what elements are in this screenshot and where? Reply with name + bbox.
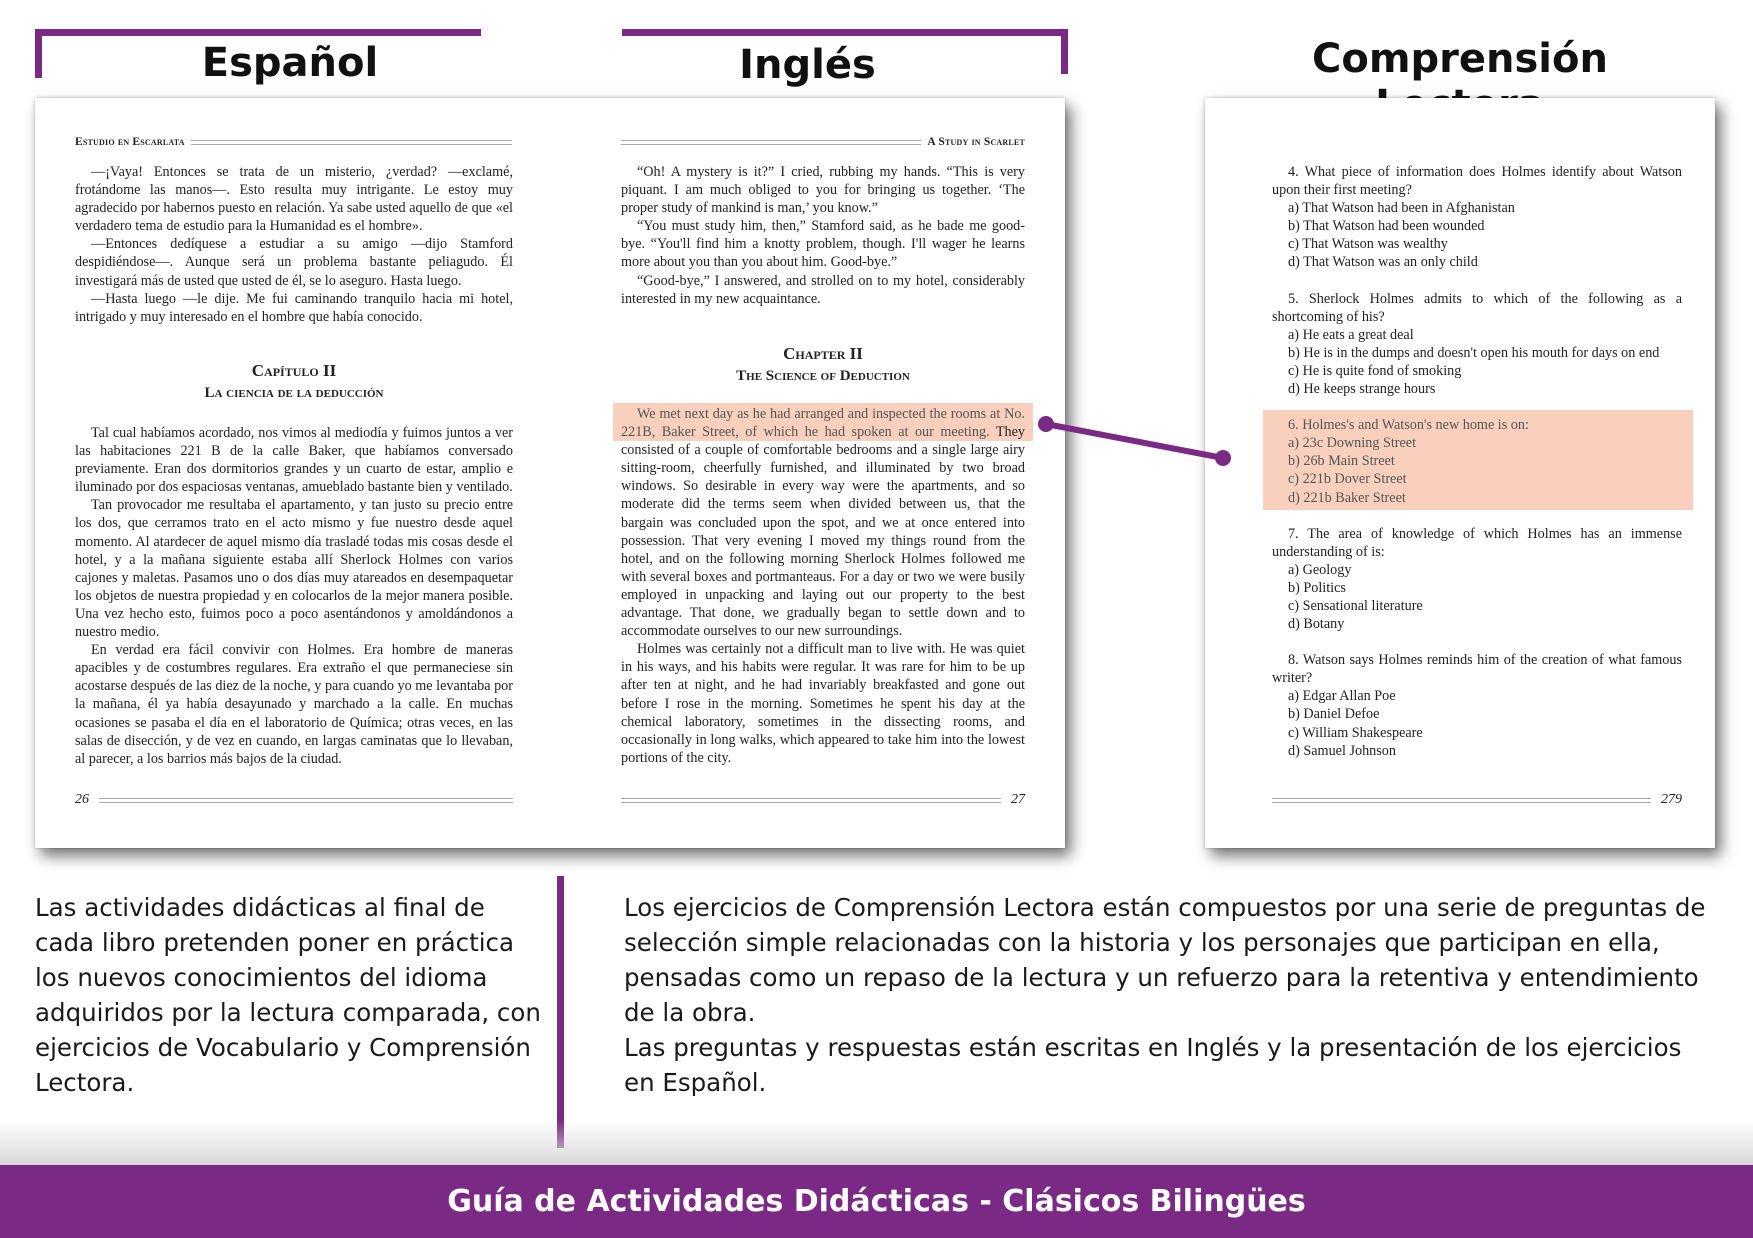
option: d) Samuel Johnson	[1288, 742, 1396, 759]
option: a) Edgar Allan Poe	[1288, 688, 1396, 705]
option: c) William Shakespeare	[1288, 724, 1423, 741]
option: c) He is quite fond of smoking	[1288, 362, 1462, 379]
question-text: 5. Sherlock Holmes admits to which of the following as a shortcoming of his?	[1272, 290, 1682, 325]
paragraph: “Good-bye,” I answered, and strolled on to my hotel, considerably interested in my new acquaintance.	[621, 272, 1025, 307]
divider-bar	[557, 876, 564, 1148]
option: b) He is in the dumps and doesn't open his mouth for days on end	[1288, 344, 1660, 361]
paragraph: —Entonces dedíquese a estudiar a su amigo —dijo Stamford despidiéndose—. Aunque será un problema bastante peliagudo. Él investigará más de usted que usted de él, se lo aseguro. Hasta luego.	[75, 236, 513, 289]
running-head-english	[621, 136, 1025, 148]
chapter-title: The Science of Deduction	[736, 368, 910, 384]
running-head-english-text: A Study in Scarlet	[927, 136, 1025, 148]
question-text: 8. Watson says Holmes reminds him of the creation of what famous writer?	[1272, 652, 1682, 687]
footer-rule	[99, 798, 513, 803]
paragraph: “You must study him, then,” Stamford said, as he bade me good-bye. “You'll find him a knotty problem, though. I'll wager he learns more about you than you about him. Good-bye.”	[621, 218, 1025, 271]
running-head-rule	[621, 140, 921, 145]
question-text: 7. The area of knowledge of which Holmes has an immense understanding of is:	[1272, 525, 1682, 560]
option: a) Geology	[1288, 561, 1352, 578]
header-english: Inglés	[739, 42, 876, 88]
description-right	[624, 890, 1714, 1100]
paragraph: “Oh! A mystery is it?” I cried, rubbing my hands. “This is very piquant. I am much obliged to you for bringing us together. ‘The proper study of mankind is man,’ you know.”	[621, 164, 1025, 217]
option: c) 221b Dover Street	[1288, 471, 1407, 488]
option: a) That Watson had been in Afghanistan	[1288, 200, 1515, 217]
header-comprehension: Comprensión	[1312, 36, 1608, 82]
question-text: 6. Holmes's and Watson's new home is on:	[1288, 417, 1529, 434]
question-text: 4. What piece of information does Holmes identify about Watson upon their first meeting?	[1272, 164, 1682, 199]
spanish-body-text	[75, 424, 513, 768]
option: b) Politics	[1288, 579, 1346, 596]
highlighted-passage: We met next day as he had arranged and inspected the rooms at No. 221B, Baker Street, of which he had spoken at our meeting.	[621, 406, 1025, 441]
option: c) That Watson was wealthy	[1288, 236, 1448, 253]
english-chapter-heading	[621, 343, 1025, 387]
paragraph: Tan provocador me resultaba el apartamento, y tan justo su precio entre los dos, que cerramos trato en el acto mismo y fue nuestro desde aquel momento. Al atardecer de aquel mismo día trasladé todas mis cosas desde el hotel, y a la mañana siguiente estaba allí Sherlock Holmes con varios cajones y maletas. Pasamos uno o dos días muy atareados en desempaquetar los objetos de nuestra propiedad y en colocarlos de la mejor manera posible. Una vez hecho esto, fuimos poco a poco asentándonos y amoldándonos a nuestro medio.	[75, 497, 513, 641]
paragraph: Holmes was certainly not a difficult man to live with. He was quiet in his ways, and his habits were regular. It was rare for him to be up after ten at night, and he had invariably breakfasted and gone out before I rose in the morning. Sometimes he spent his day at the chemical laboratory, sometimes in the dissecting rooms, and occasionally in long walks, which appeared to take him into the lowest portions of the city.	[621, 641, 1025, 766]
paragraph: Tal cual habíamos acordado, nos vimos al mediodía y fuimos juntos a ver las habitaciones 221 B de la calle Baker, que habíamos conversado previamente. Eran dos dormitorios grandes y un cuarto de estar, amplio e iluminado por dos espaciosas ventanas, amueblado bastante bien y ventilado.	[75, 425, 513, 496]
description-paragraph: Las preguntas y respuestas están escritas en Inglés y la presentación de los ejercicios en Español.	[624, 1033, 1682, 1097]
chapter-number: Chapter II	[783, 344, 863, 363]
option: d) 221b Baker Street	[1288, 489, 1406, 506]
option: a) He eats a great deal	[1288, 326, 1414, 343]
passage-continuation: They consisted of a couple of comfortable bedrooms and a single large airy sitting-room, cheerfully furnished, and illuminated by two broad windows. So desirable in every way were the apartments, and so moderate did the terms seem when divided between us, that the bargain was concluded upon the spot, and we at once entered into possession. That very evening I moved my things round from the hotel, and on the following morning Sherlock Holmes followed me with several boxes and portmanteaus. For a day or two we were busily employed in unpacking and laying out our property to the best advantage. That done, we gradually began to settle down and to accommodate ourselves to our new surroundings.	[621, 424, 1025, 640]
question	[1272, 163, 1682, 272]
question-highlighted	[1272, 416, 1682, 506]
questions-list	[1272, 163, 1682, 778]
page-number: 26	[75, 792, 89, 807]
english-top-text	[621, 163, 1025, 308]
header-spanish: Español	[201, 40, 379, 86]
option: d) That Watson was an only child	[1288, 254, 1478, 271]
paragraph: —¡Vaya! Entonces se trata de un misterio, ¿verdad? —exclamé, frotándome las manos—. Esto resulta muy intrigante. Le estoy muy agradecido por habernos puesto en relación. Ya sabe usted aquello de que «el verdadero tema de estudio para la Humanidad es el hombre».	[75, 164, 513, 235]
footer-rule	[1272, 798, 1651, 803]
question	[1272, 290, 1682, 399]
page-footer-279	[1272, 792, 1682, 808]
option: d) Botany	[1288, 616, 1345, 633]
description-left: Las actividades didácticas al final de cada libro pretenden poner en práctica los nuevos conocimientos del idioma adquiridos por la lectura comparada, con ejercicios de Vocabulario y Comprensión Lectora.	[35, 893, 541, 1097]
book-spread	[35, 98, 1065, 848]
comprehension-page	[1205, 98, 1715, 848]
running-head-rule	[191, 140, 512, 145]
option: b) That Watson had been wounded	[1288, 218, 1485, 235]
connector-stroke	[1046, 424, 1223, 458]
option: d) He keeps strange hours	[1288, 381, 1436, 398]
footer-shadow	[0, 1120, 1753, 1165]
option: b) Daniel Defoe	[1288, 706, 1380, 723]
description-paragraph: Los ejercicios de Comprensión Lectora están compuestos por una serie de preguntas de selección simple relacionadas con la historia y los personajes que participan en ella, pensadas como un repaso de la lectura y un refuerzo para la retentiva y entendimiento de la obra.	[624, 893, 1706, 1027]
option: a) 23c Downing Street	[1288, 435, 1417, 452]
running-head-spanish	[75, 136, 512, 148]
footer-rule	[621, 798, 1001, 803]
page-footer-26	[75, 792, 513, 808]
english-body-text	[621, 405, 1025, 767]
question	[1272, 651, 1682, 760]
running-head-spanish-text: Estudio en Escarlata	[75, 136, 185, 148]
paragraph	[621, 405, 1025, 640]
chapter-title: La ciencia de la deducción	[204, 385, 384, 401]
spanish-top-text	[75, 163, 513, 326]
page-number: 27	[1011, 792, 1025, 807]
page-footer-27	[621, 792, 1025, 808]
page-number: 279	[1661, 792, 1682, 807]
option: c) Sensational literature	[1288, 597, 1423, 614]
option: b) 26b Main Street	[1288, 453, 1395, 470]
footer-banner	[0, 1165, 1753, 1238]
footer-title: Guía de Actividades Didácticas - Clásicos Bilingües	[447, 1184, 1306, 1219]
spanish-chapter-heading	[75, 360, 513, 404]
chapter-number: Capítulo II	[251, 361, 337, 380]
paragraph: —Hasta luego —le dije. Me fui caminando tranquilo hacia mi hotel, intrigado y muy interesado en el hombre que había conocido.	[75, 290, 513, 325]
paragraph: En verdad era fácil convivir con Holmes. Era hombre de maneras apacibles y de costumbres regulares. Era extraño el que permaneciese sin acostarse después de las diez de la noche, y para cuando yo me levantaba por la mañana, él ya había desayunado y marchado a la calle. En muchas ocasiones se pasaba el día en el laboratorio de Química; otras veces, en las salas de disección, y de vez en cuando, en largas caminatas que lo llevaban, al parecer, a los barrios más bajos de la ciudad.	[75, 642, 513, 767]
question	[1272, 525, 1682, 634]
